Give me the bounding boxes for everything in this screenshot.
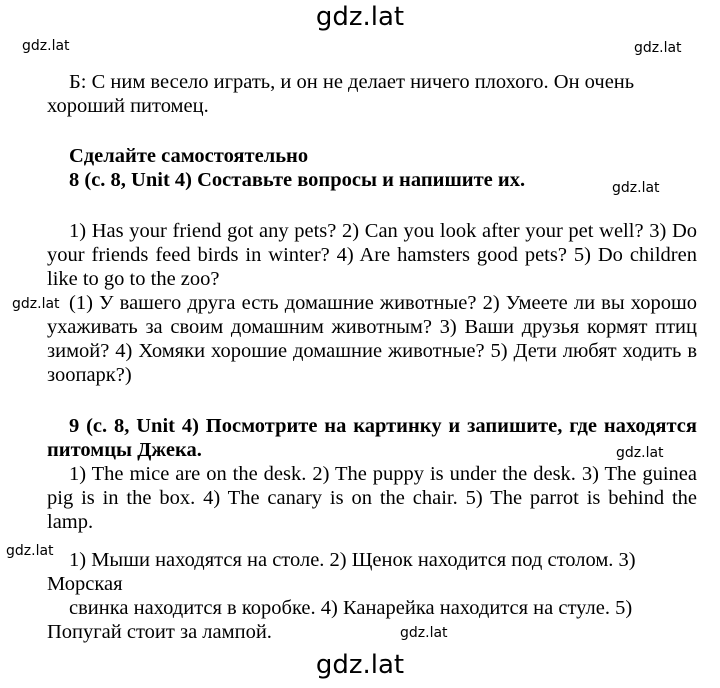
task9-russian-line2: Морская bbox=[47, 573, 123, 595]
watermark-small: gdz.lat bbox=[400, 625, 448, 641]
task9-russian-line3: свинка находится в коробке. 4) Канарейка находится на стуле. 5) bbox=[69, 597, 633, 619]
task9-russian-line1: 1) Мыши находятся на столе. 2) Щенок находится под столом. 3) bbox=[69, 549, 636, 571]
task9-english-answer: 1) The mice are on the desk. 2) The puppy is under the desk. 3) The guinea pig is in the box. 4) The canary is on the chair. 5) The parrot is behind the lamp. bbox=[47, 463, 697, 533]
intro-answer-line2: хороший питомец. bbox=[47, 95, 209, 117]
watermark-small: gdz.lat bbox=[634, 40, 682, 56]
intro-answer-line1: Б: С ним весело играть, и он не делает ничего плохого. Он очень bbox=[69, 71, 635, 93]
task8-title: 8 (с. 8, Unit 4) Составьте вопросы и напишите их. bbox=[69, 169, 526, 191]
page-content bbox=[47, 70, 697, 644]
task9-title: 9 (с. 8, Unit 4) Посмотрите на картинку и запишите, где находятся питомцы Джека. bbox=[47, 415, 697, 461]
task8-english-answer: 1) Has your friend got any pets? 2) Can you look after your pet well? 3) Do your friends feed birds in winter? 4) Are hamsters good pets? 5) Do children like to go to the zoo? bbox=[47, 220, 697, 290]
task9-russian-line4: Попугай стоит за лампой. bbox=[47, 621, 272, 643]
watermark-small: gdz.lat bbox=[612, 180, 660, 196]
section-heading: Сделайте самостоятельно bbox=[69, 145, 309, 167]
task8-russian-translation: (1) У вашего друга есть домашние животные? 2) Умеете ли вы хорошо ухаживать за своим домашним животным? 3) Ваши друзья кормят птиц зимой? 4) Хомяки хорошие домашние животные? 5) Дети любят ходить в зоопарк?) bbox=[47, 292, 697, 386]
watermark-bottom: gdz.lat bbox=[315, 650, 405, 680]
watermark-top: gdz.lat bbox=[315, 2, 405, 32]
watermark-small: gdz.lat bbox=[22, 38, 70, 54]
watermark-small: gdz.lat bbox=[616, 445, 664, 461]
watermark-small: gdz.lat bbox=[12, 296, 60, 312]
watermark-small: gdz.lat bbox=[6, 543, 54, 559]
